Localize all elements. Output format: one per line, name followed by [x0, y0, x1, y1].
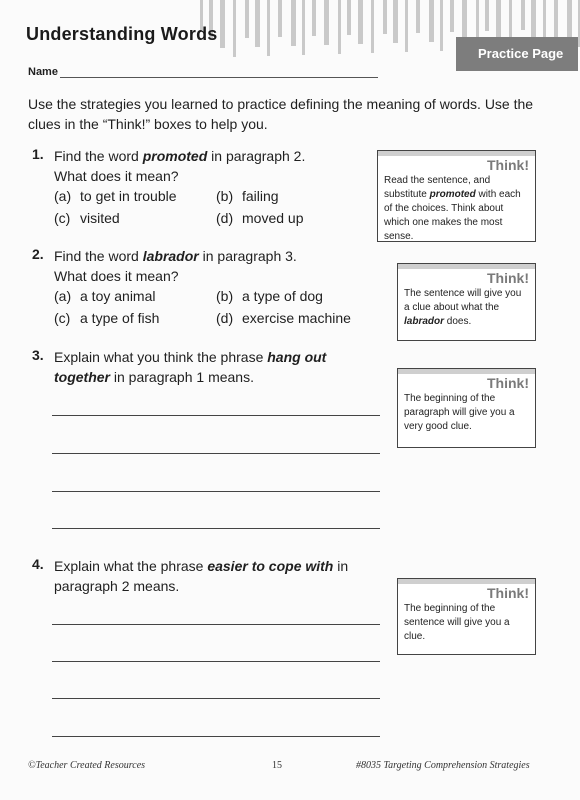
- think-text-post: does.: [444, 316, 472, 327]
- question-2-line2: What does it mean?: [54, 268, 179, 284]
- option-text: moved up: [242, 210, 304, 226]
- think-keyword: labrador: [404, 316, 445, 327]
- header-stripe: [302, 0, 305, 55]
- think-box-4: [397, 578, 536, 655]
- question-4-text: [54, 556, 348, 576]
- header-stripe: [245, 0, 249, 38]
- footer-page-number: 15: [272, 760, 282, 771]
- header-stripe: [312, 0, 316, 36]
- question-1-text: [54, 146, 305, 166]
- header-stripe: [267, 0, 270, 56]
- think-text-post: with each of the choices. Think about which one makes the most sense.: [384, 189, 521, 242]
- answer-line-q3-1[interactable]: [52, 415, 380, 416]
- option-letter: (a): [54, 188, 72, 204]
- question-2-option-b[interactable]: [216, 288, 323, 304]
- question-3-line2: [54, 367, 254, 387]
- option-text: a toy animal: [80, 288, 156, 304]
- name-field[interactable]: [60, 77, 378, 78]
- option-text: a type of dog: [242, 288, 323, 304]
- question-3-keyword-part1: hang out: [267, 349, 327, 365]
- think-keyword: promoted: [429, 189, 476, 200]
- option-text: a type of fish: [80, 310, 160, 326]
- think-box-1: [377, 150, 536, 242]
- think-box-3-text: The beginning of the paragraph will give you a very good clue.: [404, 393, 515, 432]
- option-letter: (a): [54, 288, 72, 304]
- header-stripe: [405, 0, 408, 52]
- name-label: Name: [28, 66, 58, 78]
- option-text: visited: [80, 210, 120, 226]
- think-box-strip: [398, 579, 535, 584]
- header-stripe: [496, 0, 501, 40]
- option-text: failing: [242, 188, 279, 204]
- instructions: Use the strategies you learned to practice defining the meaning of words. Use the clues in the “Think!” boxes to help you.: [28, 96, 534, 132]
- question-4-post: in: [333, 558, 349, 574]
- answer-line-q4-2[interactable]: [52, 661, 380, 662]
- think-text-pre: The sentence will give you a clue about what the: [404, 288, 522, 313]
- question-1-option-d[interactable]: [216, 210, 303, 226]
- question-3-pre: Explain what you think the phrase: [54, 349, 268, 365]
- header-stripe: [324, 0, 329, 45]
- question-2-option-a[interactable]: [54, 288, 155, 304]
- question-1-line2: What does it mean?: [54, 168, 179, 184]
- header-stripe: [567, 0, 572, 38]
- question-3-keyword-part2: together: [54, 369, 110, 385]
- think-title: Think!: [487, 270, 529, 286]
- header-stripe: [338, 0, 341, 54]
- option-text: to get in trouble: [80, 188, 177, 204]
- header-stripe: [383, 0, 387, 34]
- answer-line-q3-3[interactable]: [52, 491, 380, 492]
- header-stripe: [220, 0, 225, 48]
- question-2-pre: Find the word: [54, 248, 143, 264]
- header-stripe: [371, 0, 374, 53]
- footer-copyright: ©Teacher Created Resources: [28, 760, 146, 771]
- option-letter: (d): [216, 310, 234, 326]
- question-2-keyword: labrador: [142, 248, 199, 264]
- option-letter: (c): [54, 210, 71, 226]
- header-stripe: [393, 0, 398, 43]
- option-letter: (b): [216, 288, 234, 304]
- question-2-text: [54, 246, 297, 266]
- question-1-option-a[interactable]: [54, 188, 177, 204]
- question-3-number: 3.: [32, 347, 44, 363]
- question-4-line2: paragraph 2 means.: [54, 578, 180, 594]
- header-stripe: [233, 0, 236, 57]
- think-title: Think!: [487, 375, 529, 391]
- option-text: exercise machine: [242, 310, 351, 326]
- option-letter: (c): [54, 310, 71, 326]
- header-stripe: [429, 0, 434, 42]
- question-2-option-d[interactable]: [216, 310, 351, 326]
- question-1-number: 1.: [32, 146, 44, 162]
- header-stripe: [462, 0, 467, 41]
- header-stripe: [450, 0, 454, 32]
- answer-line-q4-3[interactable]: [52, 698, 380, 699]
- think-box-2-text: [404, 287, 529, 329]
- question-4-keyword: easier to cope with: [207, 558, 334, 574]
- question-2-post: in paragraph 3.: [198, 248, 297, 264]
- header-stripe: [255, 0, 260, 47]
- answer-line-q4-4[interactable]: [52, 736, 380, 737]
- question-2-number: 2.: [32, 246, 44, 262]
- answer-line-q4-1[interactable]: [52, 624, 380, 625]
- question-1-keyword: promoted: [142, 148, 208, 164]
- header-stripe: [347, 0, 351, 35]
- option-letter: (d): [216, 210, 234, 226]
- header-stripe: [278, 0, 282, 37]
- footer-book-title: #8035 Targeting Comprehension Strategies: [356, 760, 530, 771]
- think-box-1-text: [384, 174, 529, 244]
- think-title: Think!: [487, 585, 529, 601]
- think-box-2: [397, 263, 536, 341]
- question-3-post: in paragraph 1 means.: [110, 369, 254, 385]
- option-letter: (b): [216, 188, 234, 204]
- header-stripe: [521, 0, 525, 30]
- think-title: Think!: [487, 157, 529, 173]
- header-stripe: [416, 0, 420, 33]
- header-stripe: [291, 0, 296, 46]
- question-1-option-c[interactable]: [54, 210, 120, 226]
- question-1-option-b[interactable]: [216, 188, 279, 204]
- think-box-3: [397, 368, 536, 448]
- header-stripe: [358, 0, 363, 44]
- header-stripe: [440, 0, 443, 51]
- think-box-4-text: The beginning of the sentence will give you a clue.: [404, 603, 510, 642]
- think-text-pre: Read the sentence, and substitute: [384, 175, 491, 200]
- think-box-strip: [378, 151, 535, 156]
- practice-page-tab: Practice Page: [456, 37, 578, 71]
- answer-line-q3-2[interactable]: [52, 453, 380, 454]
- question-2-option-c[interactable]: [54, 310, 159, 326]
- question-1-pre: Find the word: [54, 148, 143, 164]
- question-4-number: 4.: [32, 556, 44, 572]
- header-stripe: [485, 0, 489, 31]
- think-box-strip: [398, 369, 535, 374]
- header-stripe: [531, 0, 536, 39]
- question-3-text: [54, 347, 326, 367]
- think-box-strip: [398, 264, 535, 269]
- question-1-post: in paragraph 2.: [207, 148, 306, 164]
- question-4-pre: Explain what the phrase: [54, 558, 208, 574]
- page-title: Understanding Words: [26, 24, 218, 44]
- answer-line-q3-4[interactable]: [52, 528, 380, 529]
